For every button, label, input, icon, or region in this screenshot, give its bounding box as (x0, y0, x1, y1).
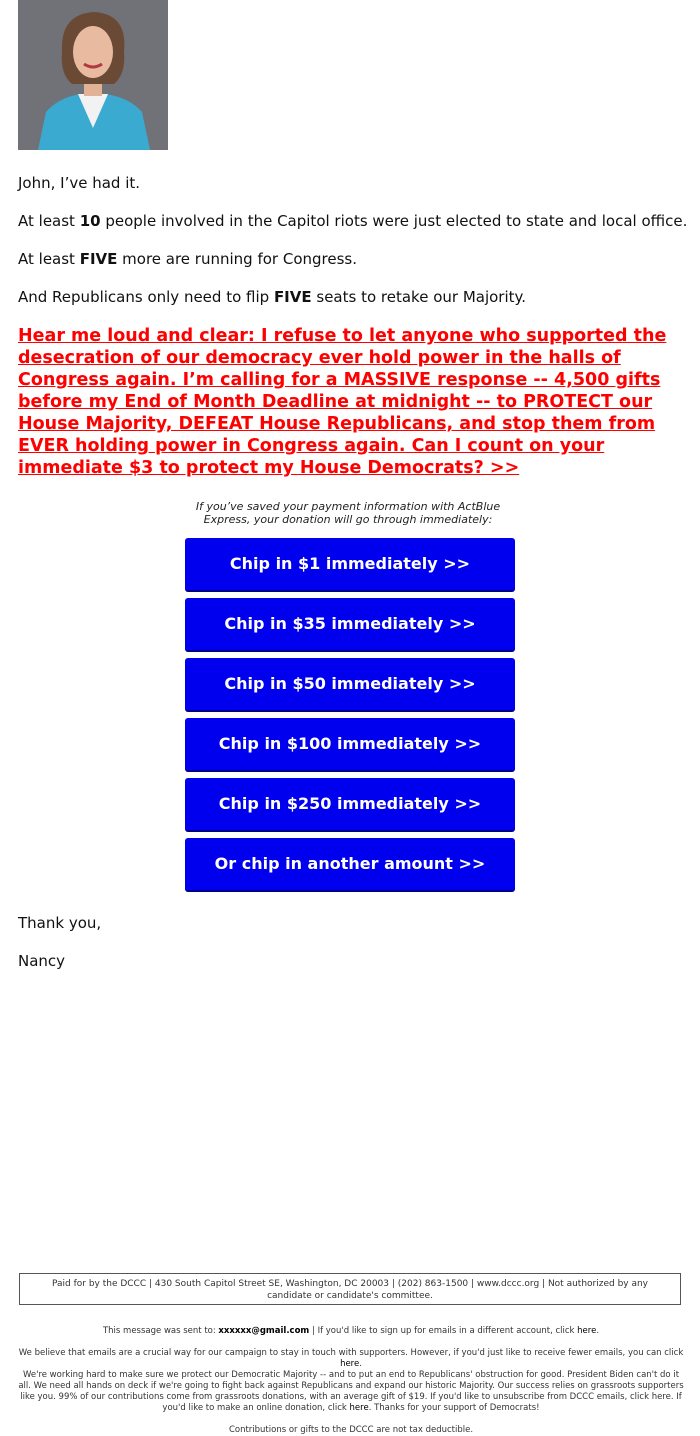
paragraph-running: At least FIVE more are running for Congress. (18, 250, 357, 268)
signature: Nancy (18, 952, 66, 970)
paragraph-flip: And Republicans only need to flip FIVE seats to retake our Majority. (18, 288, 527, 306)
chip-in-35-button[interactable]: Chip in $35 immediately >> (185, 598, 515, 652)
sender-photo (18, 0, 168, 150)
chip-in-100-button[interactable]: Chip in $100 immediately >> (185, 718, 515, 772)
greeting: John, I’ve had it. (18, 174, 141, 192)
signup-link[interactable]: here (577, 1326, 597, 1336)
support-paragraph: We're working hard to make sure we protect our Democratic Majority -- and to put an end to Republicans' obstruction for good. President Biden can't do it all. We need all hands on deck if we're going to fight back against Republicans and expand our historic Majority. Our success relies on grassroots supporters like you. 99% of our contributions come from grassroots donations, with an average gift of $19. If you'd like to unsubscribe from DCCC emails, click here. If you'd like to make an online donation, click here. Thanks for your support of Democrats! (18, 1370, 684, 1413)
fewer-emails-link[interactable]: here (340, 1359, 360, 1369)
online-donation-link[interactable]: here (349, 1403, 369, 1413)
tax-note: Contributions or gifts to the DCCC are not tax deductible. (228, 1425, 474, 1435)
chip-in-50-button[interactable]: Chip in $50 immediately >> (185, 658, 515, 712)
recipient-email: xxxxxx@gmail.com (218, 1326, 310, 1336)
sent-to-line: This message was sent to: xxxxxx@gmail.com | If you'd like to sign up for emails in a different account, click here. (102, 1326, 600, 1336)
actblue-express-note: If you’ve saved your payment information with ActBlue Express, your donation will go through immediately: (195, 500, 501, 526)
chip-in-1-button[interactable]: Chip in $1 immediately >> (185, 538, 515, 592)
chip-in-250-button[interactable]: Chip in $250 immediately >> (185, 778, 515, 832)
paid-for-disclaimer: Paid for by the DCCC | 430 South Capitol Street SE, Washington, DC 20003 | (202) 863-1500 | www.dccc.org | Not authorized by any candidate or candidate's committee. (19, 1273, 681, 1305)
headline-donate-link[interactable]: Hear me loud and clear: I refuse to let anyone who supported the desecration of our democracy ever hold power in the halls of Congress again. I’m calling for a MASSIVE response -- 4,500 gifts before my End of Month Deadline at midnight -- to PROTECT our House Majority, DEFEAT House Republicans, and stop them from EVER holding power in Congress again. Can I count on your immediate $3 to protect my House Democrats? >> (18, 326, 667, 478)
fewer-emails-line: We believe that emails are a crucial way for our campaign to stay in touch with supporters. However, if you'd just like to receive fewer emails, you can click here. (18, 1348, 684, 1369)
signoff: Thank you, (18, 914, 102, 932)
paragraph-elected: At least 10 people involved in the Capitol riots were just elected to state and local office. (18, 212, 688, 230)
chip-in-other-amount-button[interactable]: Or chip in another amount >> (185, 838, 515, 892)
portrait-image (18, 0, 168, 150)
